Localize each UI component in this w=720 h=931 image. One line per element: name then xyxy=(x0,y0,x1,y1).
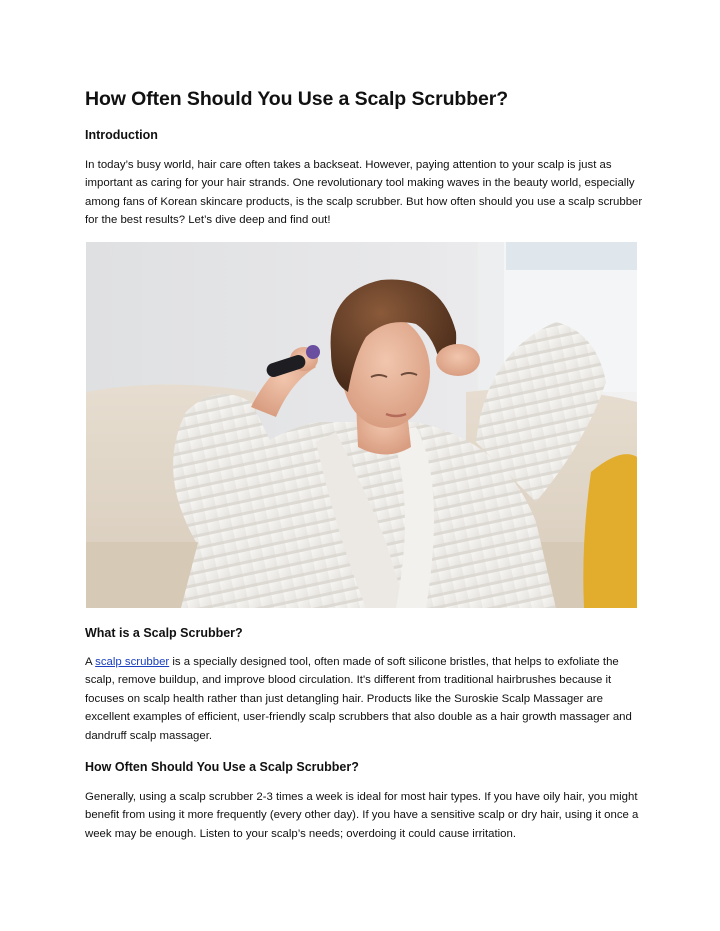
what-prefix-text: A xyxy=(85,656,96,668)
scalp-scrubber-link[interactable]: scalp scrubber xyxy=(95,656,170,668)
what-body-text: is a specially designed tool, often made of soft silicone bristles, that helps to exfoliate the scalp, remove buildup, and improve blood circulation. It's different from traditional hairbrushes because it focuses on scalp health rather than just detangling hair. Products like the Suroskie Scalp Massager are excellent examples of efficient, user-friendly scalp scrubbers that also double as a hair growth massager and dandruff scalp massager. xyxy=(85,656,632,742)
what-is-paragraph xyxy=(85,653,645,745)
section-heading-introduction: Introduction xyxy=(85,128,158,142)
intro-paragraph: In today’s busy world, hair care often takes a backseat. However, paying attention to your scalp is just as important as caring for your hair strands. One revolutionary tool making waves in the beauty world, especially among fans of Korean skincare products, is the scalp scrubber. But how often should you use a scalp scrubber for the best results? Let’s dive deep and find out! xyxy=(85,159,643,227)
woman-using-scalp-scrubber-photo xyxy=(86,242,637,608)
how-often-paragraph: Generally, using a scalp scrubber 2-3 times a week is ideal for most hair types. If you have oily hair, you might benefit from using it more frequently (every other day). If you have a sensitive scalp or dry hair, using it once a week may be enough. Listen to your scalp’s needs; overdoing it could cause irritation. xyxy=(85,791,639,840)
page-title: How Often Should You Use a Scalp Scrubber? xyxy=(85,88,509,110)
section-heading-what-is: What is a Scalp Scrubber? xyxy=(85,626,243,640)
section-heading-how-often: How Often Should You Use a Scalp Scrubber? xyxy=(85,760,359,774)
